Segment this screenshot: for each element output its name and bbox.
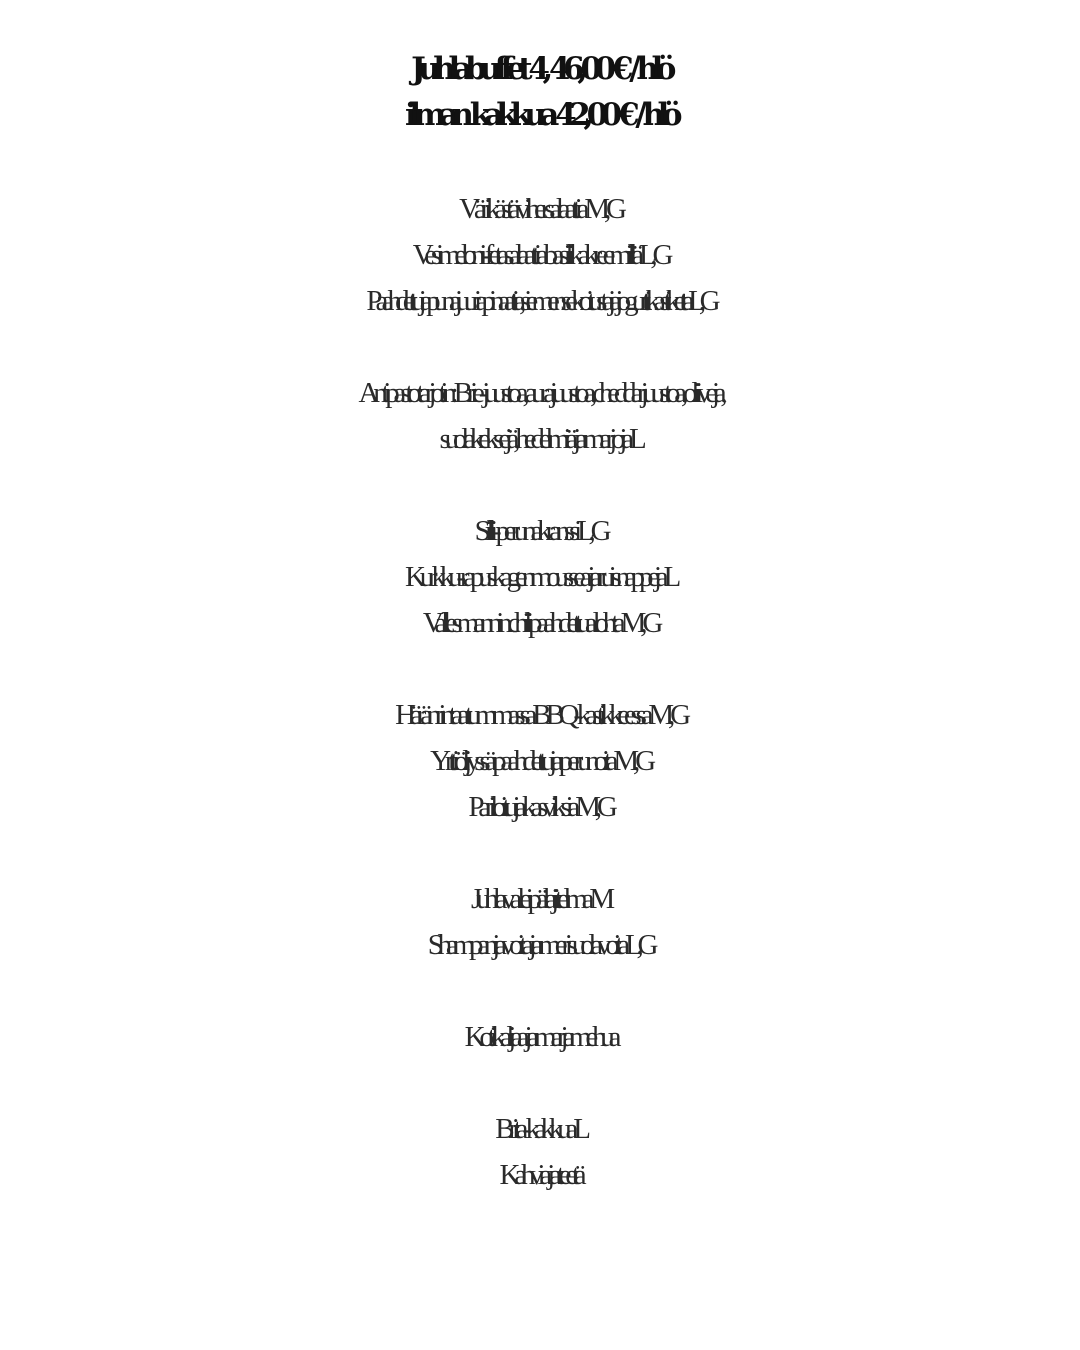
menu-item: Häränrintaa tummassa BBQ-kastikkeessa M, G — [395, 699, 685, 731]
menu-item: Värikästä vihersalaattia M, G — [459, 193, 621, 225]
menu-item: Vesimeloni-fetasalaattia basilikakreemillä L, G — [412, 239, 668, 271]
mains-section — [0, 692, 1080, 830]
title-price-without-cake-line: ilman kakkua 42,00 € / hlö — [404, 97, 676, 133]
menu-item: Antipasto tarjotin: Brie-juustoa, aurajuustoa, cheddarjuustoa, oliiveja, — [358, 377, 722, 409]
menu-item: Kahvia ja teetä — [499, 1159, 581, 1191]
salads-section — [0, 186, 1080, 324]
menu-item: Vallesmannin chilipaahdettua lohta M, G — [422, 607, 658, 639]
menu-item: Juhlava leipälajitelma M — [471, 883, 609, 915]
menu-title — [0, 46, 1080, 138]
menu-item: Brita-kakkua L — [495, 1113, 585, 1145]
dessert-section — [0, 1106, 1080, 1198]
menu-item: Kurkku-rapuskagenmoussea ja ruisnappeja L — [404, 561, 676, 593]
menu-item: Shampanjavoita ja merisuolavoita L,G — [427, 929, 653, 961]
menu-list — [0, 186, 1080, 1198]
menu-item: Paahdettuja punajuuria pinaattia, siemensekoitusta ja jogurttikastiketta L, G — [366, 285, 714, 317]
antipasto-section — [0, 370, 1080, 462]
fish-section — [0, 508, 1080, 646]
menu-item: Yrttiöljyssä paahdettuja perunoita M, G — [430, 745, 650, 777]
title-price-line: Juhlabuffet 4, 46,00 € / hlö — [411, 51, 669, 87]
menu-item: Kotikaljaa ja marjamehua — [464, 1021, 616, 1053]
menu-item: Silli-perunakranssi L, G — [474, 515, 606, 547]
menu-item: suolakeksejä, hedelmiä ja marjoja L — [439, 423, 641, 455]
drinks-section — [0, 1014, 1080, 1060]
menu-item: Pariloituja kasviksia M, G — [468, 791, 612, 823]
bread-section — [0, 876, 1080, 968]
